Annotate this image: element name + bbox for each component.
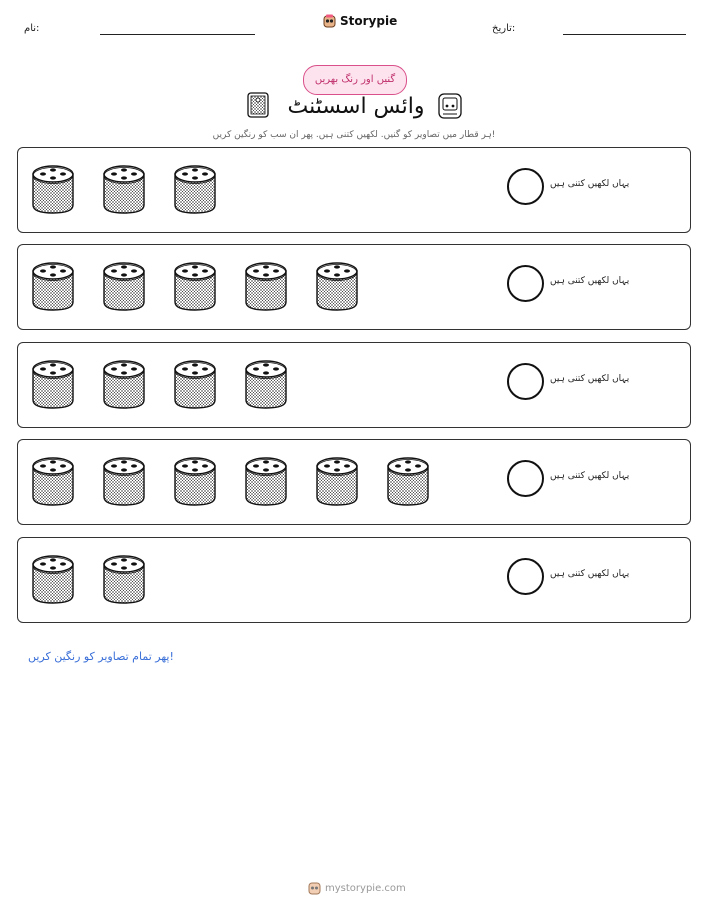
answer-circle[interactable] xyxy=(507,363,544,400)
smart-speaker-icon xyxy=(101,163,147,215)
smart-speaker-icon xyxy=(101,455,147,507)
answer-label: یہاں لکھیں کتنی ہیں xyxy=(550,471,630,481)
smart-speaker-icon xyxy=(314,455,360,507)
answer-label: یہاں لکھیں کتنی ہیں xyxy=(550,569,630,579)
answer-circle[interactable] xyxy=(507,558,544,595)
answer-label: یہاں لکھیں کتنی ہیں xyxy=(550,374,630,384)
smart-speaker-icon xyxy=(30,358,76,410)
smart-speaker-icon xyxy=(243,358,289,410)
smart-speaker-icon xyxy=(30,455,76,507)
smart-speaker-icon xyxy=(101,358,147,410)
voice-assistant-device-icon xyxy=(437,92,463,120)
name-label: نام: xyxy=(24,23,40,34)
storypie-footer-logo-icon xyxy=(308,881,321,895)
answer-label: یہاں لکھیں کتنی ہیں xyxy=(550,179,630,189)
storypie-logo-icon xyxy=(323,14,336,28)
instructions: ہر قطار میں تصاویر کو گنیں. لکھیں کتنی ہیں. پھر ان سب کو رنگین کریں! xyxy=(212,130,496,140)
footer-url[interactable]: mystorypie.com xyxy=(325,882,406,894)
activity-badge: گنیں اور رنگ بھریں xyxy=(303,65,407,95)
smart-speaker-icon xyxy=(101,260,147,312)
brand-name: Storypie xyxy=(340,14,398,28)
brand-logo xyxy=(323,14,397,28)
count-row xyxy=(17,537,691,623)
color-instruction: پھر تمام تصاویر کو رنگین کریں! xyxy=(28,650,174,663)
smart-speaker-icon xyxy=(101,553,147,605)
date-line[interactable] xyxy=(563,34,686,35)
smart-speaker-icon xyxy=(243,455,289,507)
page-title: وائس اسسٹنٹ xyxy=(287,94,425,119)
smart-speaker-icon xyxy=(172,163,218,215)
count-row xyxy=(17,439,691,525)
speaker-icon xyxy=(246,91,270,119)
footer xyxy=(308,881,406,895)
smart-speaker-icon xyxy=(172,260,218,312)
count-row xyxy=(17,244,691,330)
smart-speaker-icon xyxy=(243,260,289,312)
smart-speaker-icon xyxy=(385,455,431,507)
answer-circle[interactable] xyxy=(507,265,544,302)
count-row xyxy=(17,342,691,428)
name-line[interactable] xyxy=(100,34,255,35)
count-row xyxy=(17,147,691,233)
date-label: تاریخ: xyxy=(492,23,516,34)
answer-circle[interactable] xyxy=(507,460,544,497)
smart-speaker-icon xyxy=(30,553,76,605)
answer-circle[interactable] xyxy=(507,168,544,205)
smart-speaker-icon xyxy=(172,358,218,410)
smart-speaker-icon xyxy=(172,455,218,507)
answer-label: یہاں لکھیں کتنی ہیں xyxy=(550,276,630,286)
smart-speaker-icon xyxy=(30,163,76,215)
smart-speaker-icon xyxy=(314,260,360,312)
smart-speaker-icon xyxy=(30,260,76,312)
